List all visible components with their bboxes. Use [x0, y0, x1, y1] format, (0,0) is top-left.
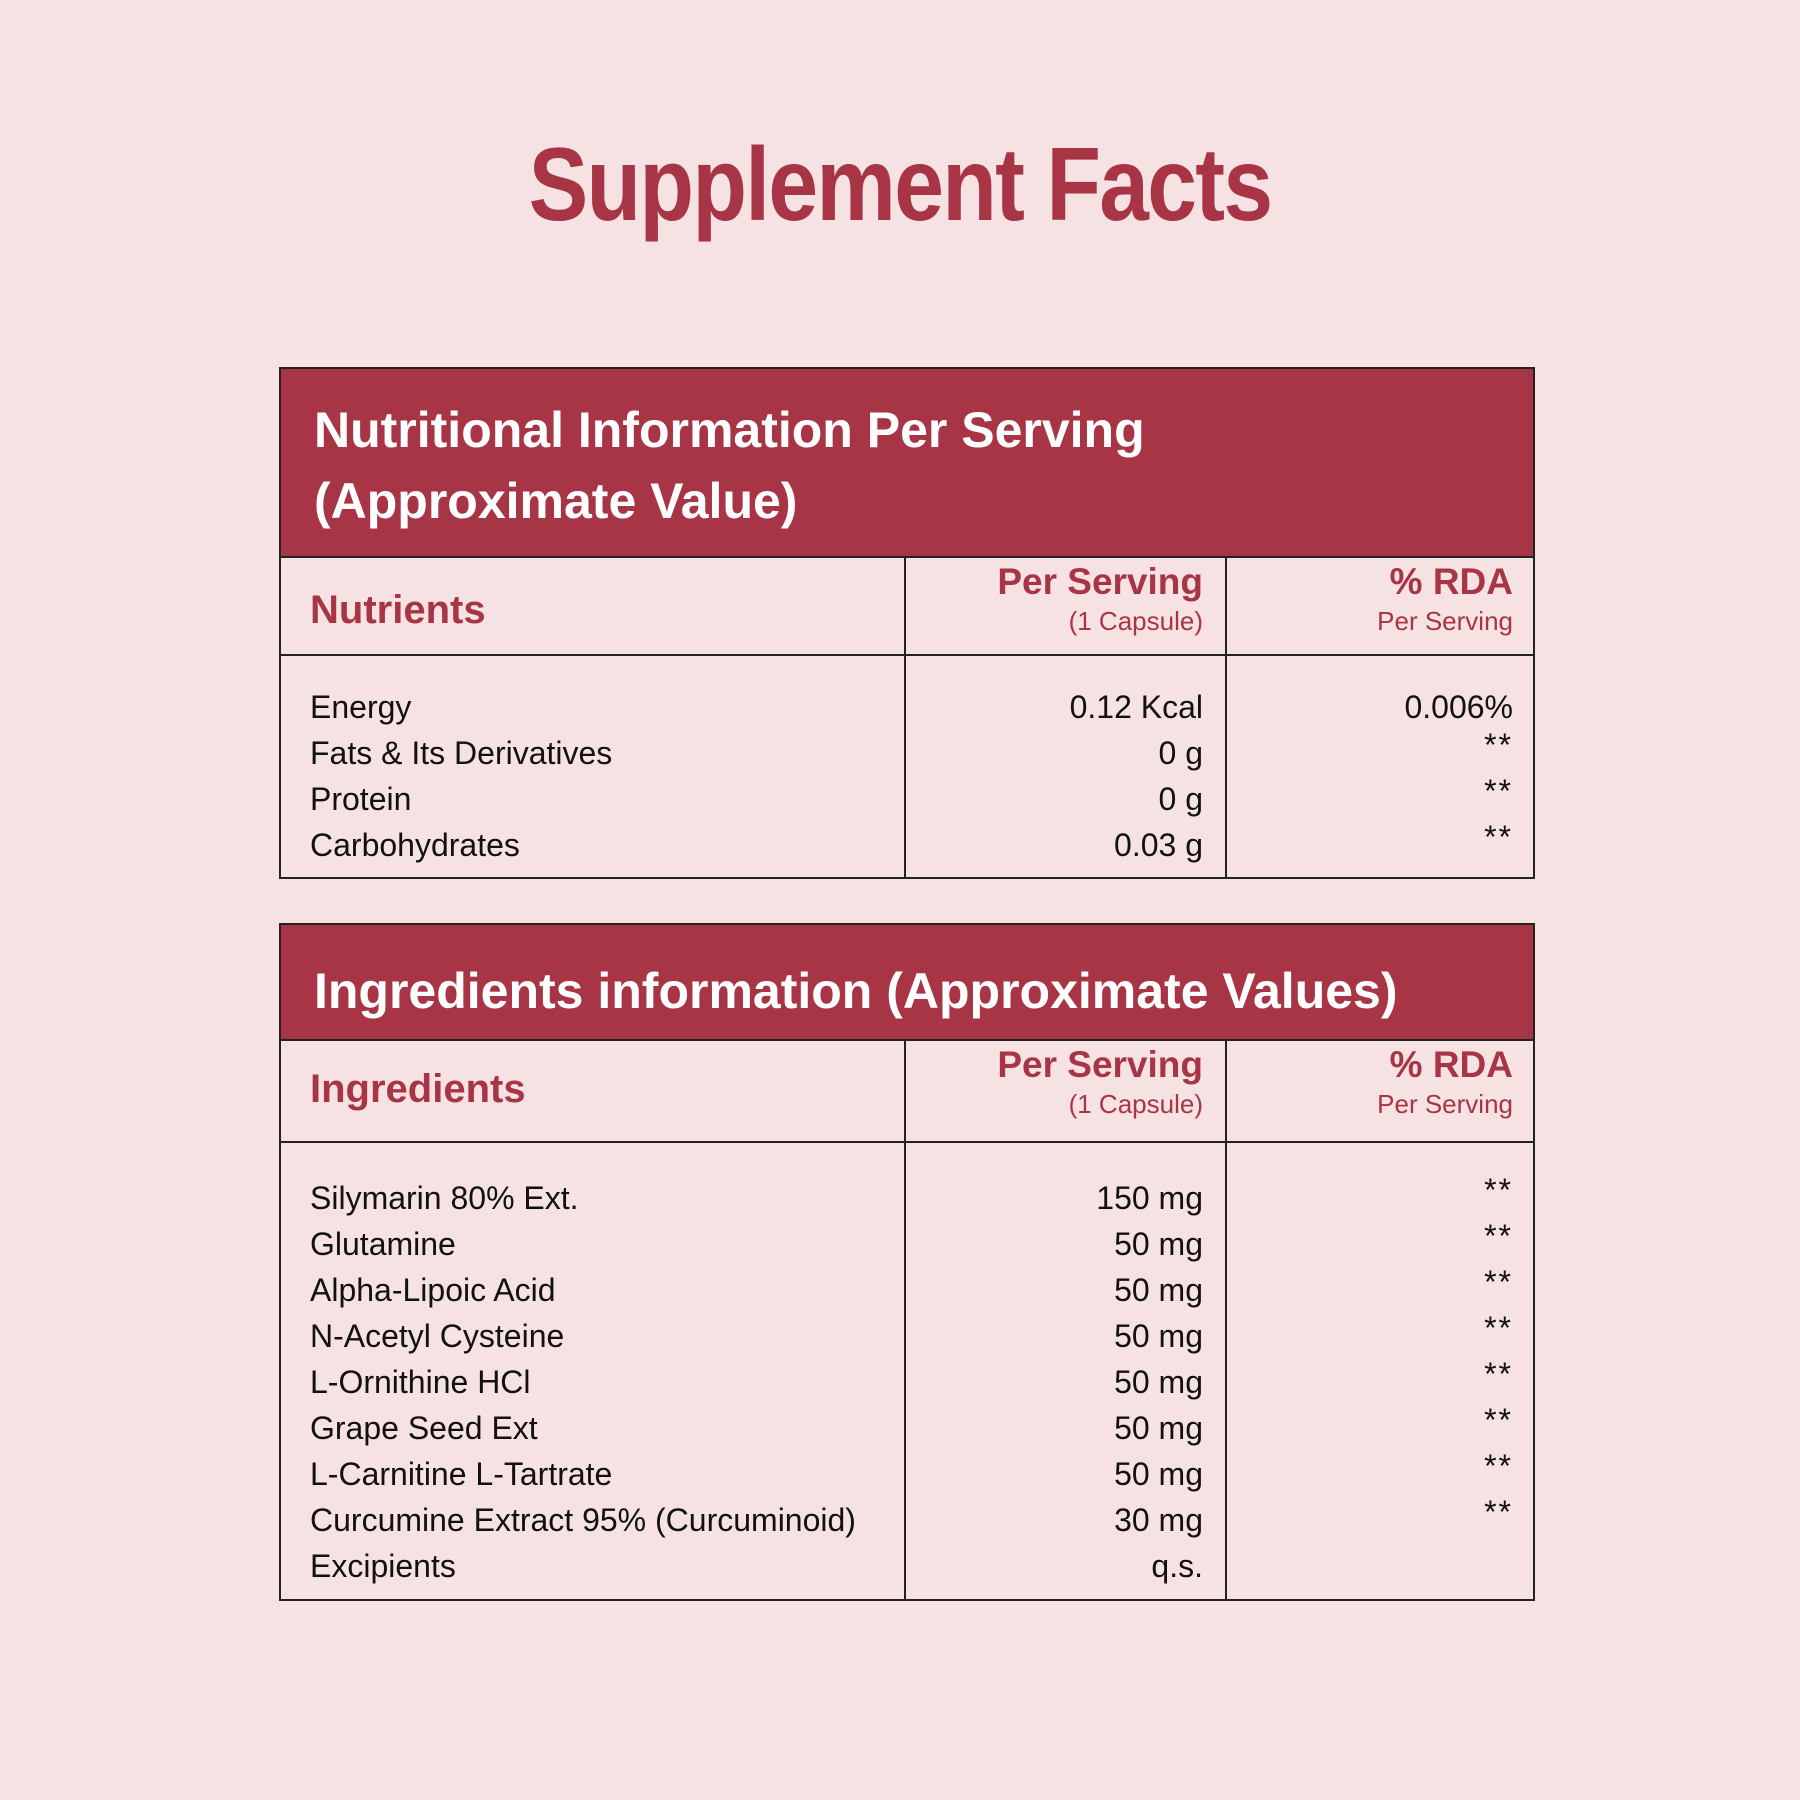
table-row — [281, 1310, 1533, 1359]
row-name: Protein — [310, 781, 412, 817]
nutrition-panel — [279, 367, 1535, 879]
row-name: L-Ornithine HCl — [310, 1364, 531, 1400]
row-name: Silymarin 80% Ext. — [310, 1180, 579, 1216]
row-name: Fats & Its Derivatives — [310, 735, 613, 771]
nutrition-heading-line2: (Approximate Value) — [314, 473, 798, 529]
ingredients-table-header — [281, 1041, 1533, 1143]
nutrients-column-header: Nutrients — [310, 588, 486, 632]
nutrition-heading-line1: Nutritional Information Per Serving — [314, 402, 1145, 458]
table-row — [281, 1264, 1533, 1313]
row-rda-value: ** — [1484, 773, 1513, 809]
row-rda-value: ** — [1484, 1218, 1513, 1254]
table-row — [281, 1543, 1533, 1589]
row-per-serving-value: 0 g — [1158, 735, 1203, 771]
row-name: Energy — [310, 689, 412, 725]
row-per-serving-value: 50 mg — [1114, 1226, 1203, 1262]
table-row — [281, 1218, 1533, 1267]
row-rda-value: ** — [1484, 727, 1513, 763]
row-per-serving-value: 0.03 g — [1114, 827, 1203, 863]
row-per-serving-value: q.s. — [1151, 1548, 1203, 1584]
row-per-serving-value: 50 mg — [1114, 1364, 1203, 1400]
row-rda-value: ** — [1484, 1448, 1513, 1484]
row-rda-value: ** — [1484, 1494, 1513, 1530]
row-name: Carbohydrates — [310, 827, 520, 863]
page-title: Supplement Facts — [528, 127, 1272, 243]
row-rda-value: 0.006% — [1404, 689, 1513, 725]
row-rda-value: ** — [1484, 1172, 1513, 1208]
table-row — [281, 727, 1533, 776]
per-serving-column-header: Per Serving (1 Capsule) — [997, 1044, 1203, 1119]
row-rda-value: ** — [1484, 1264, 1513, 1300]
row-per-serving-value: 50 mg — [1114, 1456, 1203, 1492]
table-row — [281, 1356, 1533, 1405]
row-name: Excipients — [310, 1548, 456, 1584]
row-name: Alpha-Lipoic Acid — [310, 1272, 556, 1308]
ingredients-column-header: Ingredients — [310, 1067, 526, 1111]
nutrition-panel-heading — [281, 369, 1533, 558]
row-name: N-Acetyl Cysteine — [310, 1318, 565, 1354]
nutrition-table — [281, 558, 1533, 877]
row-per-serving-value: 0 g — [1158, 781, 1203, 817]
nutrition-table-header — [281, 558, 1533, 656]
row-per-serving-value: 50 mg — [1114, 1410, 1203, 1446]
row-per-serving-value: 30 mg — [1114, 1502, 1203, 1538]
nutrition-rows — [281, 656, 1533, 875]
ingredients-panel — [279, 923, 1535, 1601]
table-row — [281, 1448, 1533, 1497]
rda-column-header: % RDA Per Serving — [1377, 561, 1513, 636]
row-name: L-Carnitine L-Tartrate — [310, 1456, 613, 1492]
table-row — [281, 684, 1533, 730]
per-serving-column-header: Per Serving (1 Capsule) — [997, 561, 1203, 636]
row-per-serving-value: 150 mg — [1096, 1180, 1203, 1216]
table-row — [281, 1402, 1533, 1451]
table-row — [281, 1172, 1533, 1221]
table-row — [281, 1494, 1533, 1543]
row-name: Glutamine — [310, 1226, 456, 1262]
row-rda-value: ** — [1484, 1402, 1513, 1438]
table-row — [281, 773, 1533, 822]
ingredients-panel-heading: Ingredients information (Approximate Values) — [281, 925, 1533, 1041]
row-rda-value: ** — [1484, 819, 1513, 855]
row-rda-value: ** — [1484, 1310, 1513, 1346]
row-per-serving-value: 50 mg — [1114, 1272, 1203, 1308]
row-name: Curcumine Extract 95% (Curcuminoid) — [310, 1502, 856, 1538]
row-name: Grape Seed Ext — [310, 1410, 538, 1446]
table-row — [281, 819, 1533, 868]
rda-column-header: % RDA Per Serving — [1377, 1044, 1513, 1119]
row-rda-value: ** — [1484, 1356, 1513, 1392]
ingredients-table — [281, 1041, 1533, 1599]
row-per-serving-value: 0.12 Kcal — [1069, 689, 1203, 725]
ingredient-rows — [281, 1143, 1533, 1597]
row-per-serving-value: 50 mg — [1114, 1318, 1203, 1354]
